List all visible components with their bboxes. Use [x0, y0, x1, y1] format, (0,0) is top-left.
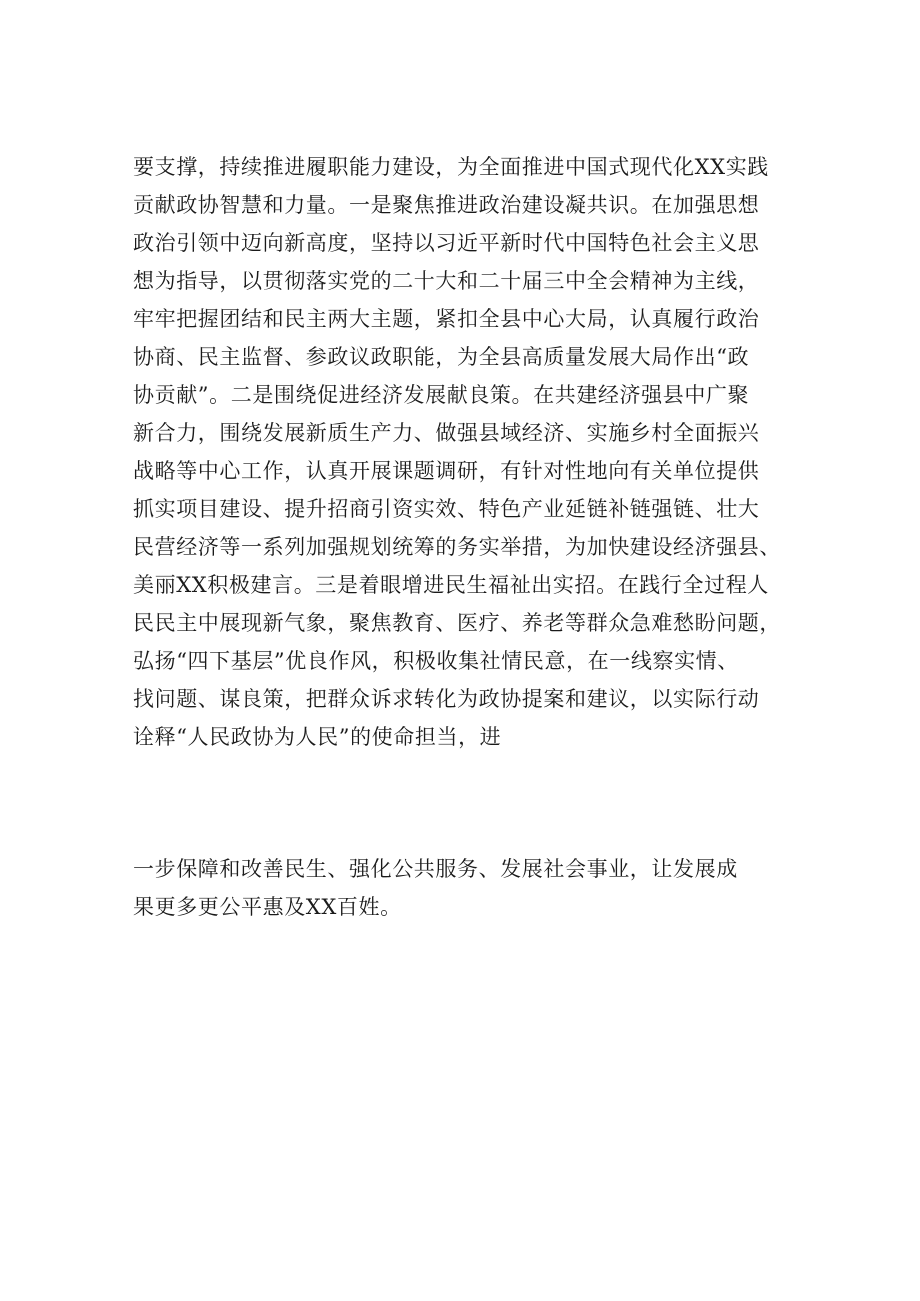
text-line: 贡献政协智慧和力量。一是聚焦推进政治建设凝共识。在加强思想: [133, 193, 760, 217]
text-line: 民营经济等一系列加强规划统筹的务实举措，为加快建设经济强县、: [133, 535, 781, 559]
body-text-main: [133, 148, 813, 756]
text-line: 要支撑，持续推进履职能力建设，为全面推进中国式现代化XX实践: [133, 155, 769, 179]
text-line: 抓实项目建设、提升招商引资实效、特色产业延链补链强链、壮大: [133, 497, 760, 521]
text-line: 想为指导，以贯彻落实党的二十大和二十届三中全会精神为主线，: [133, 269, 760, 293]
text-line: 民民主中展现新气象，聚焦教育、医疗、养老等群众急难愁盼问题，: [133, 611, 781, 635]
text-line: 果更多更公平惠及XX百姓。: [133, 895, 402, 919]
body-text-continuation: [133, 850, 813, 926]
text-line: 一步保障和改善民生、强化公共服务、发展社会事业，让发展成: [133, 857, 738, 881]
text-line: 弘扬“四下基层”优良作风，积极收集社情民意，在一线察实情、: [133, 649, 739, 673]
text-line: 美丽XX积极建言。三是着眼增进民生福祉出实招。在践行全过程人: [133, 573, 769, 597]
text-line: 牢牢把握团结和民主两大主题，紧扣全县中心大局，认真履行政治: [133, 307, 760, 331]
text-line: 新合力，围绕发展新质生产力、做强县域经济、实施乡村全面振兴: [133, 421, 760, 445]
text-line: 战略等中心工作，认真开展课题调研，有针对性地向有关单位提供: [133, 459, 760, 483]
text-line: 找问题、谋良策，把群众诉求转化为政协提案和建议，以实际行动: [133, 687, 760, 711]
text-line: 协商、民主监督、参政议政职能，为全县高质量发展大局作出“政: [133, 345, 750, 369]
text-line: 政治引领中迈向新高度，坚持以习近平新时代中国特色社会主义思: [133, 231, 760, 255]
text-line: 协贡献”。二是围绕促进经济发展献良策。在共建经济强县中广聚: [133, 383, 750, 407]
text-line: 诠释“人民政协为人民”的使命担当，进: [133, 725, 502, 749]
